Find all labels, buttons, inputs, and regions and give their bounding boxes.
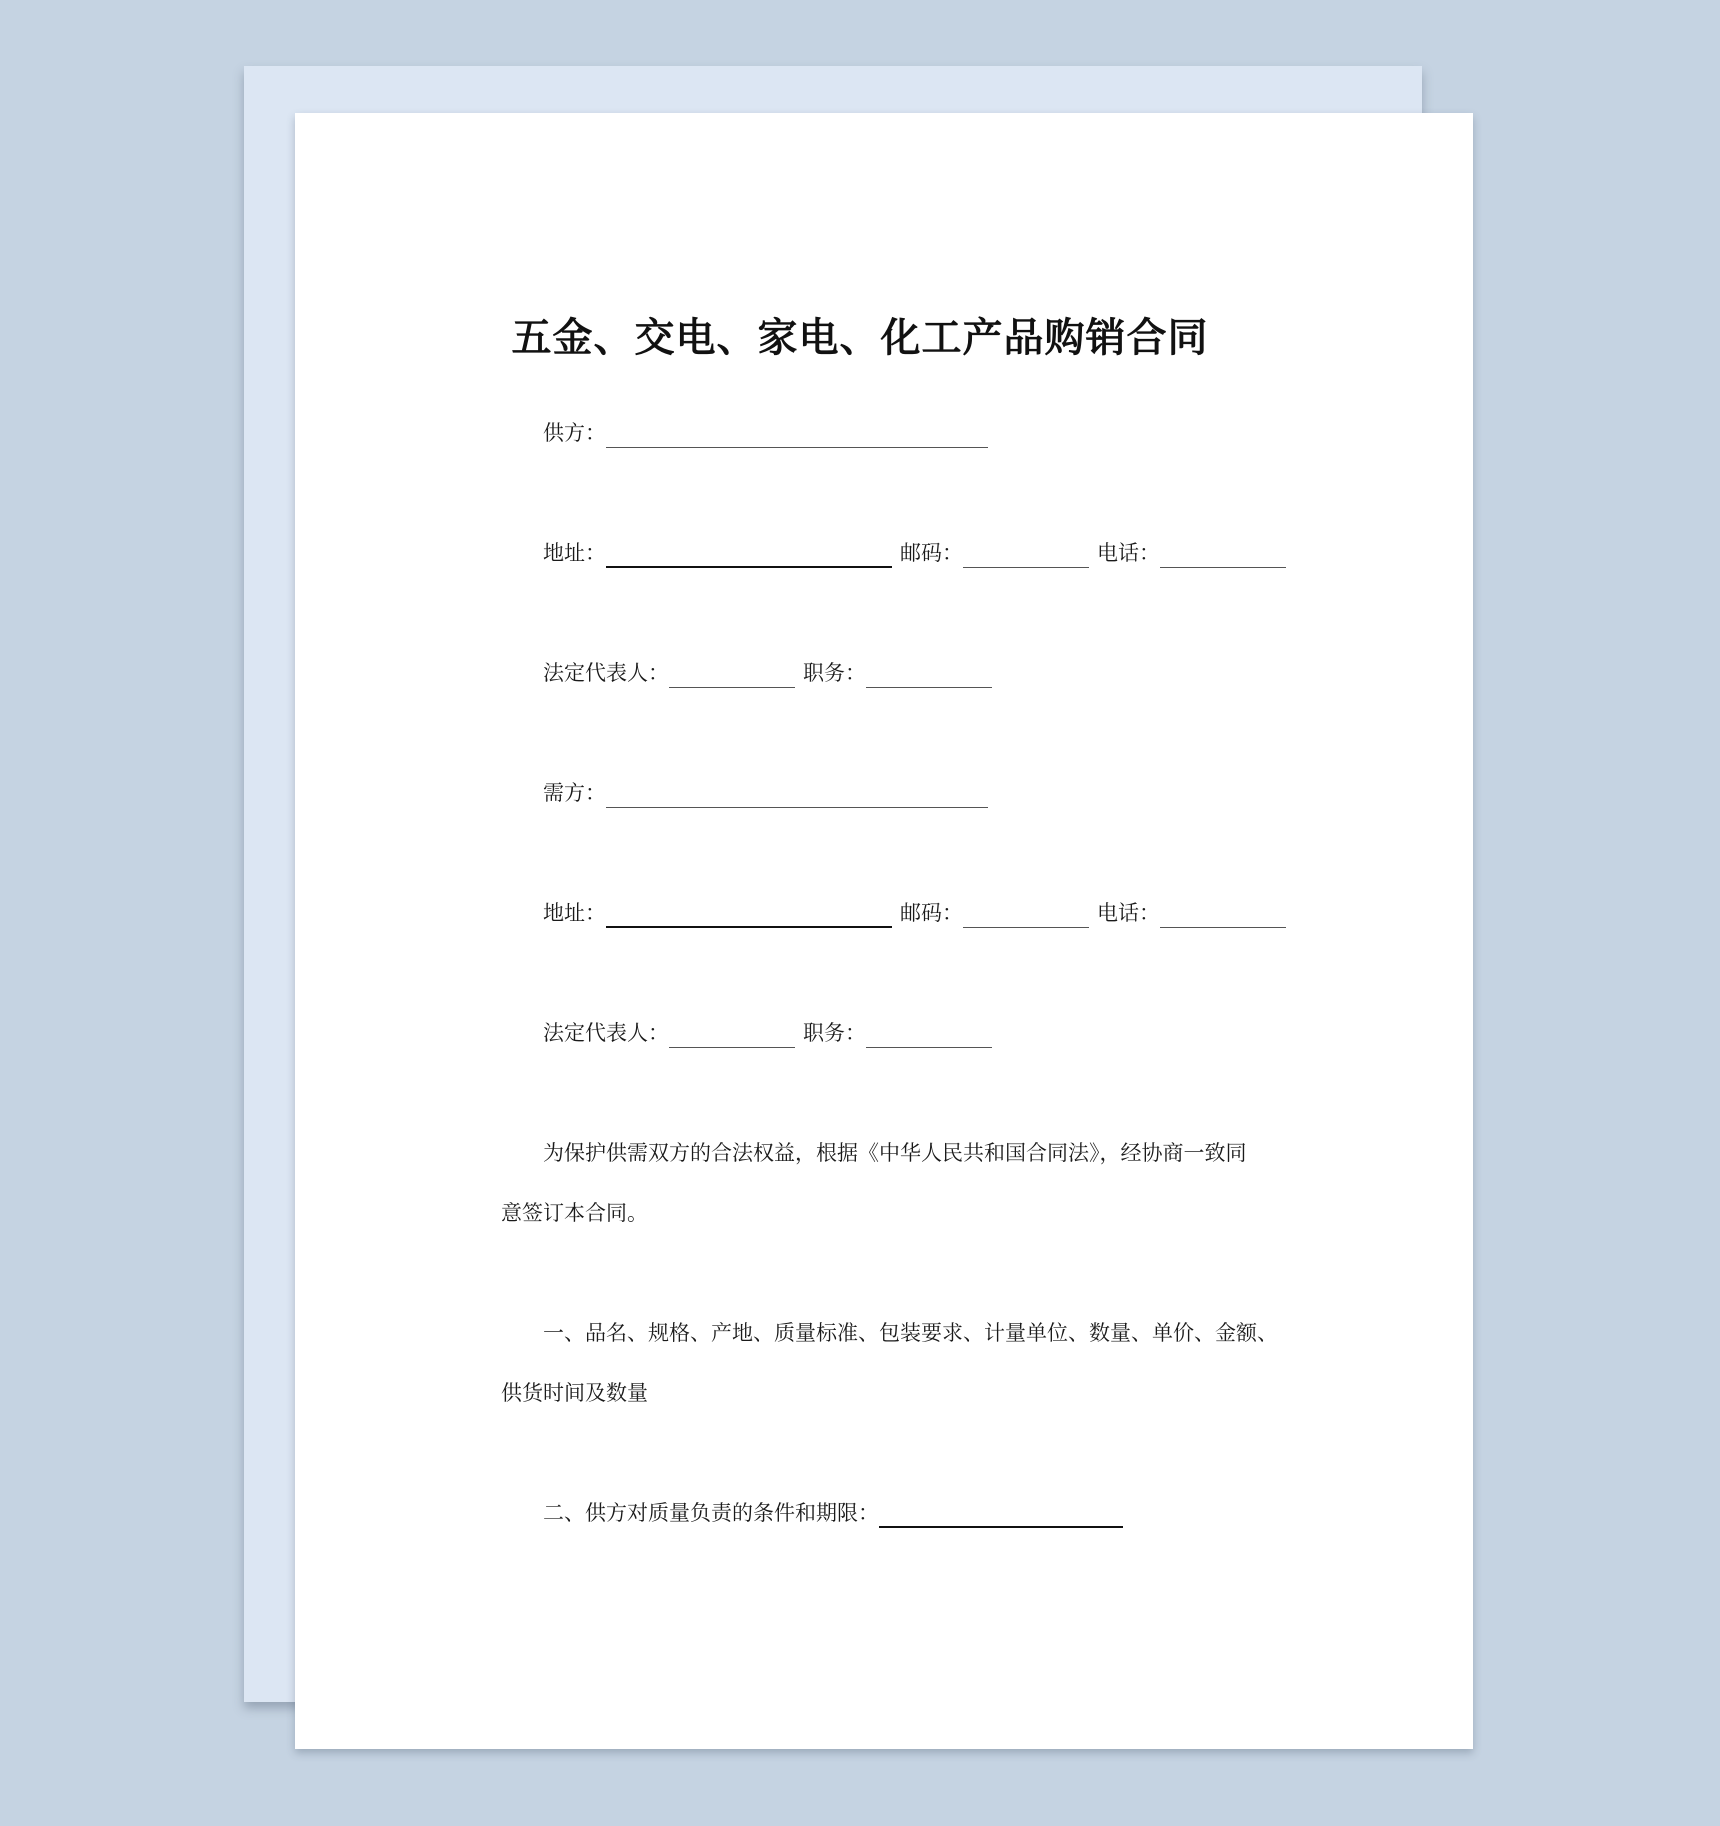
supplier-rep-blank[interactable]: [669, 665, 795, 688]
supplier-phone-label: 电话：: [1097, 541, 1160, 565]
buyer-position-label: 职务：: [803, 1021, 866, 1045]
clause-2-line: [543, 1498, 1131, 1528]
buyer-postcode-blank[interactable]: [963, 905, 1089, 928]
buyer-address-blank[interactable]: [606, 904, 892, 928]
document-title: 五金、交电、家电、化工产品购销合同: [511, 315, 1209, 361]
buyer-rep-line: [543, 1018, 1000, 1048]
supplier-address-label: 地址：: [543, 541, 606, 565]
supplier-address-blank[interactable]: [606, 544, 892, 568]
clause-2-label: 二、供方对质量负责的条件和期限：: [543, 1501, 879, 1525]
buyer-name-blank[interactable]: [606, 785, 988, 808]
buyer-rep-blank[interactable]: [669, 1025, 795, 1048]
supplier-phone-blank[interactable]: [1160, 545, 1286, 568]
buyer-address-label: 地址：: [543, 901, 606, 925]
buyer-line: [543, 778, 996, 808]
buyer-phone-blank[interactable]: [1160, 905, 1286, 928]
intro-paragraph-line-1: 为保护供需双方的合法权益，根据《中华人民共和国合同法》，经协商一致同: [543, 1141, 1247, 1165]
buyer-position-blank[interactable]: [866, 1025, 992, 1048]
buyer-postcode-label: 邮码：: [900, 901, 963, 925]
supplier-name-blank[interactable]: [606, 425, 988, 448]
supplier-rep-label: 法定代表人：: [543, 661, 669, 685]
supplier-postcode-label: 邮码：: [900, 541, 963, 565]
supplier-label: 供方：: [543, 421, 606, 445]
buyer-label: 需方：: [543, 781, 606, 805]
buyer-address-line: [543, 898, 1294, 928]
buyer-phone-label: 电话：: [1097, 901, 1160, 925]
buyer-rep-label: 法定代表人：: [543, 1021, 669, 1045]
supplier-line: [543, 418, 996, 448]
supplier-rep-line: [543, 658, 1000, 688]
quality-terms-blank[interactable]: [879, 1504, 1123, 1528]
clause-1-line-2: 供货时间及数量: [501, 1381, 648, 1405]
supplier-postcode-blank[interactable]: [963, 545, 1089, 568]
supplier-address-line: [543, 538, 1294, 568]
supplier-position-blank[interactable]: [866, 665, 992, 688]
intro-paragraph-line-2: 意签订本合同。: [501, 1201, 648, 1225]
supplier-position-label: 职务：: [803, 661, 866, 685]
clause-1-line-1: 一、品名、规格、产地、质量标准、包装要求、计量单位、数量、单价、金额、: [543, 1321, 1278, 1345]
